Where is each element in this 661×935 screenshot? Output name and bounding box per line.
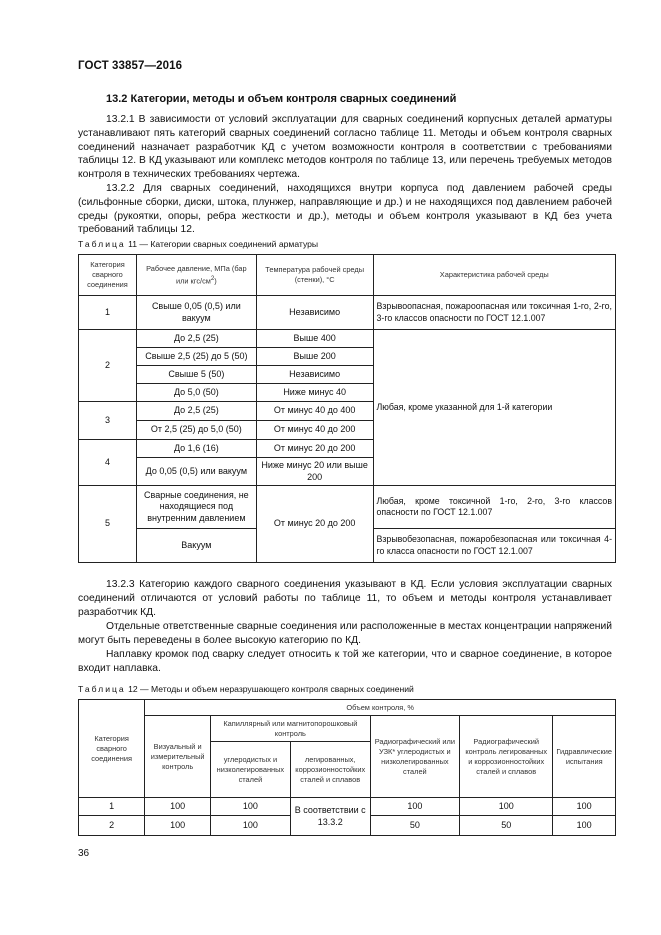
table-12-caption: [78, 684, 414, 694]
pressure-cell: Свыше 0,05 (0,5) или вакуум: [136, 296, 256, 330]
carbon-cell: 100: [211, 798, 291, 816]
characteristic-cell: Любая, кроме токсичной 1-го, 2-го, 3-го классов опасности по ГОСТ 12.1.007: [373, 486, 615, 529]
header-radiographic-alloy: Радиографический контроль легированных и коррозионностойких сталей и сплавов: [460, 716, 553, 798]
table-12: [78, 699, 616, 836]
hydraulic-cell: 100: [553, 816, 616, 836]
paragraph-critical-joints: [78, 620, 612, 648]
visual-cell: 100: [145, 816, 211, 836]
temperature-cell: Выше 200: [256, 348, 373, 366]
pressure-cell: До 5,0 (50): [136, 384, 256, 402]
temperature-cell: Выше 400: [256, 330, 373, 348]
section-heading: 13.2 Категории, методы и объем контроля сварных соединений: [106, 93, 457, 105]
header-category: Категория сварного соединения: [79, 700, 145, 798]
temperature-cell: От минус 20 до 200: [256, 440, 373, 458]
header-carbon-steels: углеродистых и низколегированных сталей: [211, 742, 291, 798]
caption-text: 12 — Методы и объем неразрушающего контроля сварных соединений: [125, 684, 414, 694]
carbon-cell: 100: [211, 816, 291, 836]
category-cell: 4: [79, 440, 137, 486]
pressure-cell: Свыше 5 (50): [136, 366, 256, 384]
category-cell: 2: [79, 816, 145, 836]
caption-word: Таблица: [78, 239, 126, 249]
pressure-cell: От 2,5 (25) до 5,0 (50): [136, 421, 256, 440]
table-11: [78, 254, 616, 563]
characteristic-cell: Любая, кроме указанной для 1-й категории: [373, 330, 615, 486]
caption-text: 11 — Категории сварных соединений арматуры: [125, 239, 319, 249]
radiographic-cell: 100: [370, 798, 459, 816]
paragraph-13-2-1: [78, 113, 612, 182]
radiographic-cell: 50: [370, 816, 459, 836]
header-temperature: Температура рабочей среды (стенки), °С: [256, 255, 373, 296]
temperature-cell: Независимо: [256, 366, 373, 384]
paragraph-text: 13.2.2 Для сварных соединений, находящихся внутри корпуса под давлением рабочей среды (сильфонные сборки, диски, штока, плунжер, направляющие и др.) и не находящихся под давлением рабочей среды (рукоятки, опоры, ребра жесткости и др.), методы и объем контроля указывают в КД без учета требований таблицы 12.: [78, 183, 612, 236]
table-row: [79, 798, 616, 816]
pressure-cell: До 1,6 (16): [136, 440, 256, 458]
caption-word: Таблица: [78, 684, 126, 694]
paragraph-13-2-2: [78, 182, 612, 237]
characteristic-cell: Взрывоопасная, пожароопасная или токсичная 1-го, 2-го, 3-го классов опасности по ГОСТ 12.1.007: [373, 296, 615, 330]
category-cell: 5: [79, 486, 137, 563]
pressure-cell: Вакуум: [136, 529, 256, 563]
pressure-cell: До 2,5 (25): [136, 330, 256, 348]
table-11-caption: [78, 239, 318, 249]
header-scope: Объем контроля, %: [145, 700, 616, 716]
alloy-cell: В соответствии с 13.3.2: [290, 798, 370, 836]
radiographic-alloy-cell: 50: [460, 816, 553, 836]
paragraph-text: 13.2.3 Категорию каждого сварного соединения указывают в КД. Если условия эксплуатации сварных соединений отличаются от условий работы по таблице 11, то объем и методы контроля устанавливает разработчик КД.: [78, 579, 612, 618]
temperature-cell: Независимо: [256, 296, 373, 330]
paragraph-surfacing: [78, 648, 612, 676]
temperature-cell: От минус 40 до 200: [256, 421, 373, 440]
header-pressure: Рабочее давление, МПа (бар или кгс/$см^2$): [136, 255, 256, 296]
pressure-cell: Сварные соединения, не находящиеся под внутренним давлением: [136, 486, 256, 529]
category-cell: 2: [79, 330, 137, 402]
header-radiographic-uzk: Радиографический или УЗК* углеродистых и низколегированных сталей: [370, 716, 459, 798]
pressure-cell: До 2,5 (25): [136, 402, 256, 421]
visual-cell: 100: [145, 798, 211, 816]
page-number: 36: [78, 848, 90, 859]
header-alloy-steels: легированных, коррозионностойких сталей и сплавов: [290, 742, 370, 798]
header-characteristic: Характеристика рабочей среды: [373, 255, 615, 296]
temperature-cell: Ниже минус 40: [256, 384, 373, 402]
temperature-cell: От минус 40 до 400: [256, 402, 373, 421]
category-cell: 1: [79, 798, 145, 816]
paragraph-text: 13.2.1 В зависимости от условий эксплуатации для сварных соединений корпусных деталей арматуры устанавливают пять категорий сварных соединений согласно таблице 11. Методы и объем контроля сварных соединений назначает разработчик КД с учетом возможности контроля в соответствии с требованиями таблицы 12. В КД указывают или комплекс методов контроля по таблице 13, или перечень требуемых методов контроля в технических требованиях чертежа.: [78, 114, 612, 181]
category-cell: 1: [79, 296, 137, 330]
pressure-cell: Свыше 2,5 (25) до 5 (50): [136, 348, 256, 366]
temperature-cell: Ниже минус 20 или выше 200: [256, 458, 373, 486]
header-hydraulic: Гидравлические испытания: [553, 716, 616, 798]
paragraph-text: Отдельные ответственные сварные соединения или расположенные в местах концентрации напряжений могут быть переведены в более высокую категорию по КД.: [78, 621, 612, 646]
header-capillary: Капиллярный или магнитопорошковый контроль: [211, 716, 371, 742]
hydraulic-cell: 100: [553, 798, 616, 816]
header-category: Категория сварного соединения: [79, 255, 137, 296]
characteristic-cell: Взрывобезопасная, пожаробезопасная или токсичная 4-го класса опасности по ГОСТ 12.1.007: [373, 529, 615, 563]
temperature-cell: От минус 20 до 200: [256, 486, 373, 563]
header-visual: Визуальный и измерительный контроль: [145, 716, 211, 798]
pressure-cell: До 0,05 (0,5) или вакуум: [136, 458, 256, 486]
category-cell: 3: [79, 402, 137, 440]
paragraph-text: Наплавку кромок под сварку следует относить к той же категории, что и сварное соединение, в которое входит наплавка.: [78, 649, 612, 674]
radiographic-alloy-cell: 100: [460, 798, 553, 816]
standard-header: ГОСТ 33857—2016: [78, 60, 183, 72]
paragraph-13-2-3: [78, 578, 612, 619]
